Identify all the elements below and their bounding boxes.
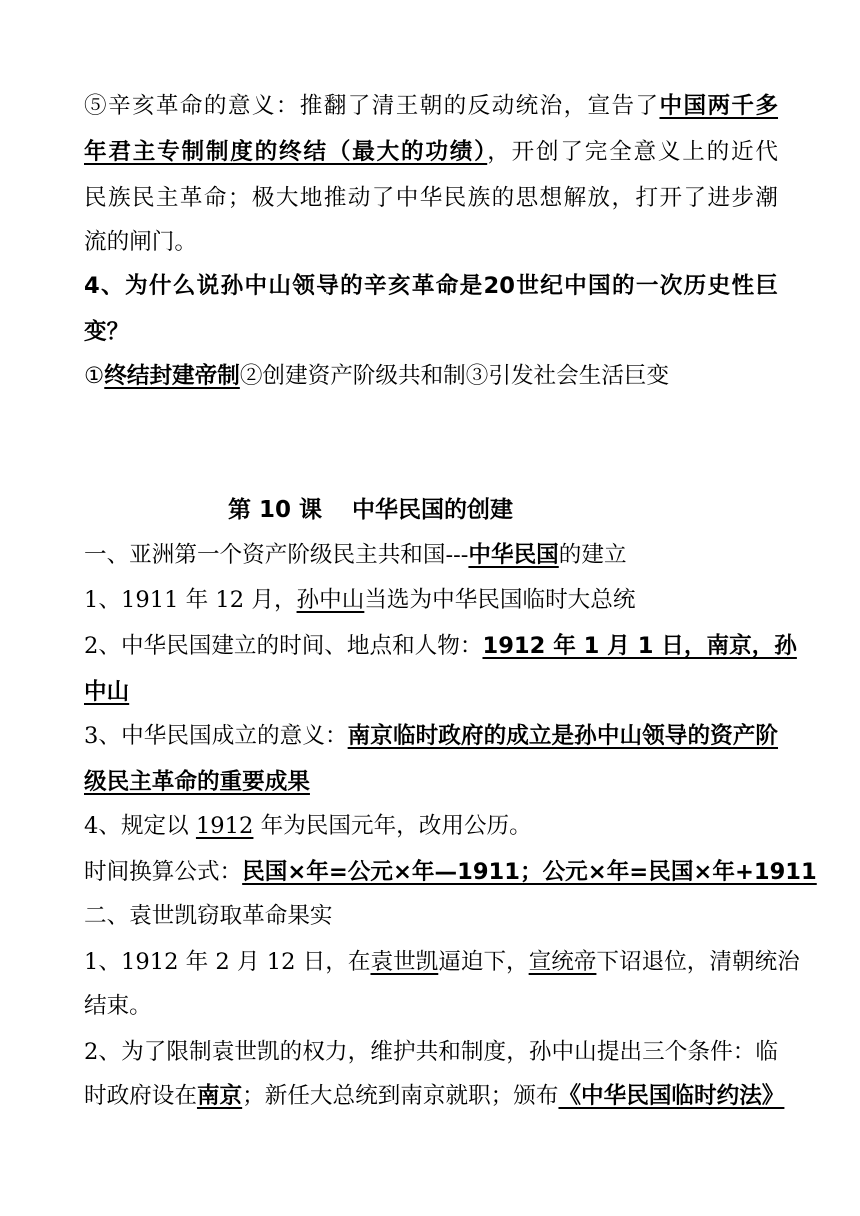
question-4-line-1: 4、为什么说孙中山领导的辛亥革命是20世纪中国的一次历史性巨 — [84, 273, 778, 299]
key-phrase: 1912 — [195, 813, 254, 839]
key-phrase: 中华民国 — [468, 542, 559, 568]
section-1-item-1: 1、1911 年 12 月，孙中山当选为中华民国临时大总统 — [84, 587, 636, 613]
significance-line-4: 流的闸门。 — [84, 229, 197, 255]
key-phrase: 孙中山 — [296, 587, 365, 613]
section-1-item-4: 4、规定以 1912 年为民国元年，改用公历。 — [84, 813, 532, 839]
key-phrase: 中山 — [84, 679, 130, 705]
key-phrase: 终结封建帝制 — [104, 363, 240, 389]
question-4-line-2: 变？ — [84, 319, 130, 345]
key-phrase: 1912 年 1 月 1 日，南京，孙 — [482, 633, 797, 659]
key-phrase: 南京 — [196, 1083, 243, 1109]
key-phrase: 中国两千多 — [659, 93, 779, 119]
key-phrase: 袁世凯 — [370, 949, 439, 975]
question-4-answer: ①终结封建帝制②创建资产阶级共和制③引发社会生活巨变 — [84, 363, 670, 389]
section-1-item-2: 2、中华民国建立的时间、地点和人物：1912 年 1 月 1 日，南京，孙 — [84, 633, 797, 659]
key-phrase: 级民主革命的重要成果 — [84, 769, 310, 795]
key-phrase: 南京临时政府的成立是孙中山领导的资产阶 — [347, 723, 779, 749]
section-2-heading: 二、袁世凯窃取革命果实 — [84, 903, 333, 929]
section-2-item-1: 1、1912 年 2 月 12 日，在袁世凯逼迫下，宣统帝下诏退位，清朝统治 — [84, 949, 800, 975]
significance-line-2: 年君主专制制度的终结（最大的功绩），开创了完全意义上的近代 — [84, 139, 779, 165]
section-1-heading: 一、亚洲第一个资产阶级民主共和国---中华民国的建立 — [84, 542, 627, 568]
key-phrase: 《中华民国临时约法》 — [558, 1083, 785, 1109]
section-1-item-3-cont — [84, 762, 310, 802]
key-phrase: 宣统帝 — [528, 949, 597, 975]
section-2-item-2-cont: 时政府设在南京；新任大总统到南京就职；颁布《中华民国临时约法》 — [84, 1083, 785, 1109]
lesson-title: 第 10 课 中华民国的创建 — [228, 497, 514, 523]
section-1-item-3: 3、中华民国成立的意义：南京临时政府的成立是孙中山领导的资产阶 — [84, 723, 779, 749]
key-phrase: 民国×年=公元×年—1911；公元×年=民国×年+1911 — [242, 859, 817, 885]
section-2-item-2: 2、为了限制袁世凯的权力，维护共和制度，孙中山提出三个条件：临 — [84, 1039, 778, 1065]
significance-line-1: ⑤辛亥革命的意义：推翻了清王朝的反动统治，宣告了中国两千多 — [84, 93, 779, 119]
time-conversion-formula: 时间换算公式：民国×年=公元×年—1911；公元×年=民国×年+1911 — [84, 859, 817, 885]
section-1-item-2-cont — [84, 672, 129, 712]
significance-line-3: 民族民主革命；极大地推动了中华民族的思想解放，打开了进步潮 — [84, 185, 778, 211]
section-2-item-1-cont: 结束。 — [84, 993, 152, 1019]
key-phrase: 年君主专制制度的终结（最大的功绩） — [84, 139, 488, 165]
